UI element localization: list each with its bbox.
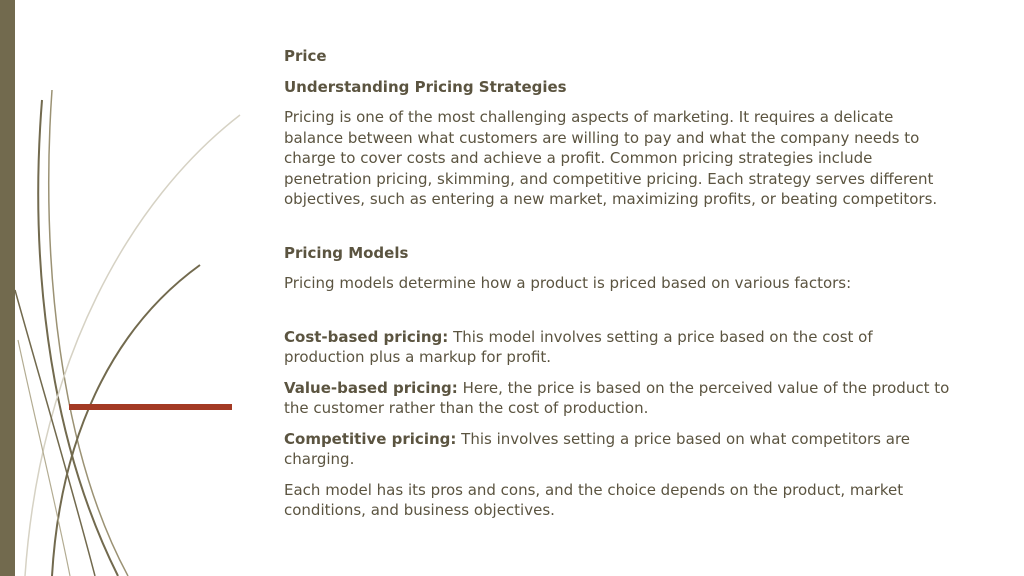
subtitle: Understanding Pricing Strategies [284,77,567,96]
model-term: Competitive pricing: [284,429,457,448]
closing-paragraph: Each model has its pros and cons, and the choice depends on the product, market conditions, and business objectives. [284,480,904,519]
model-description: This model involves setting a price based on the cost of production plus a markup for profit. [284,327,873,366]
model-item-cost-based [284,327,956,368]
decorative-curve [25,115,240,576]
models-intro: Pricing models determine how a product is priced based on various factors: [284,274,852,292]
model-item-competitive [284,429,956,470]
model-term: Cost-based pricing: [284,327,449,346]
model-term: Value-based pricing: [284,378,458,397]
decorative-curve [52,265,200,576]
model-item-value-based [284,378,956,419]
model-description: Here, the price is based on the perceived value of the product to the customer rather than the cost of production. [284,378,950,417]
accent-line [69,404,232,410]
section-title: Price [284,47,327,65]
models-heading: Pricing Models [284,243,409,262]
intro-paragraph: Pricing is one of the most challenging aspects of marketing. It requires a delicate balance between what customers are willing to pay and what the company needs to charge to cover costs and achieve a profit. Common pricing strategies include penetration pricing, skimming, and competitive pricing. Each strategy serves different objectives, such as entering a new market, maximizing profits, or beating competitors. [284,108,938,208]
decorative-curves [0,0,260,576]
slide-content [284,46,956,521]
model-description: This involves setting a price based on what competitors are charging. [284,429,911,468]
